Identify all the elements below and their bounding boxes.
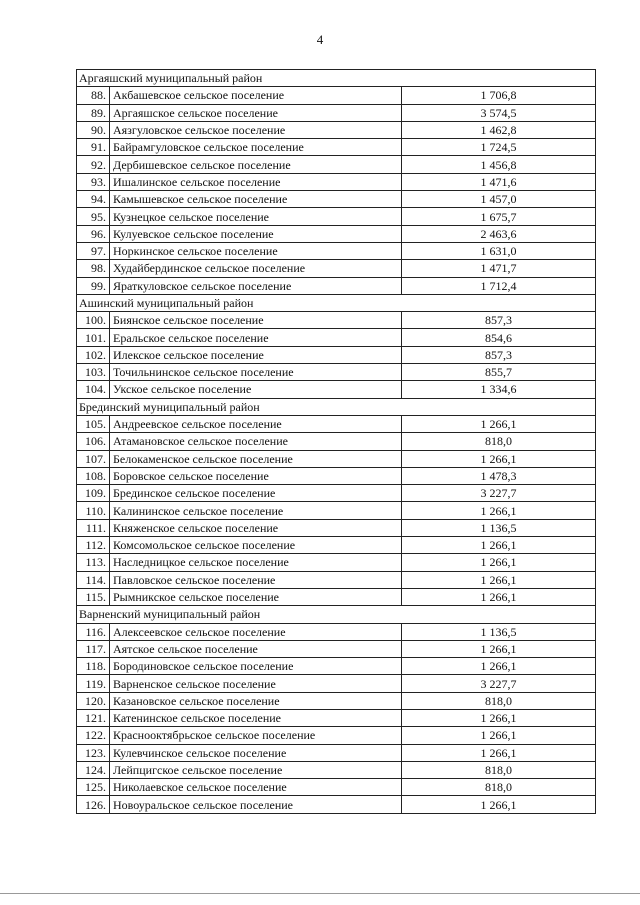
settlement-name: Биянское сельское поселение — [110, 312, 402, 329]
settlement-name: Точильнинское сельское поселение — [110, 364, 402, 381]
settlement-name: Андреевское сельское поселение — [110, 415, 402, 432]
table-row — [77, 537, 596, 554]
table-row — [77, 779, 596, 796]
row-number: 102. — [77, 346, 110, 363]
row-number: 119. — [77, 675, 110, 692]
settlement-name: Новоуральское сельское поселение — [110, 796, 402, 813]
settlement-name: Атамановское сельское поселение — [110, 433, 402, 450]
settlement-name: Варненское сельское поселение — [110, 675, 402, 692]
table-row — [77, 104, 596, 121]
settlement-value: 1 706,8 — [402, 87, 596, 104]
settlement-name: Боровское сельское поселение — [110, 467, 402, 484]
settlement-value: 1 266,1 — [402, 537, 596, 554]
table-row — [77, 346, 596, 363]
settlement-name: Княженское сельское поселение — [110, 519, 402, 536]
settlement-value: 3 574,5 — [402, 104, 596, 121]
row-number: 104. — [77, 381, 110, 398]
row-number: 98. — [77, 260, 110, 277]
table-row — [77, 450, 596, 467]
row-number: 93. — [77, 173, 110, 190]
table-row — [77, 225, 596, 242]
settlements-table — [76, 69, 596, 814]
row-number: 118. — [77, 658, 110, 675]
settlement-name: Еральское сельское поселение — [110, 329, 402, 346]
settlement-value: 1 266,1 — [402, 502, 596, 519]
settlement-name: Катенинское сельское поселение — [110, 709, 402, 726]
settlement-value: 1 266,1 — [402, 640, 596, 657]
row-number: 106. — [77, 433, 110, 450]
table-body — [77, 70, 596, 814]
settlement-name: Укское сельское поселение — [110, 381, 402, 398]
district-name: Ашинский муниципальный район — [77, 294, 596, 311]
settlement-value: 818,0 — [402, 433, 596, 450]
row-number: 90. — [77, 121, 110, 138]
table-row — [77, 675, 596, 692]
settlement-name: Калининское сельское поселение — [110, 502, 402, 519]
table-row — [77, 796, 596, 813]
table-row — [77, 277, 596, 294]
settlement-value: 1 266,1 — [402, 450, 596, 467]
table-row — [77, 709, 596, 726]
settlement-value: 854,6 — [402, 329, 596, 346]
table-row — [77, 191, 596, 208]
row-number: 117. — [77, 640, 110, 657]
settlement-value: 1 266,1 — [402, 571, 596, 588]
row-number: 101. — [77, 329, 110, 346]
settlement-value: 1 456,8 — [402, 156, 596, 173]
settlement-name: Камышевское сельское поселение — [110, 191, 402, 208]
settlement-value: 1 462,8 — [402, 121, 596, 138]
table-row — [77, 467, 596, 484]
row-number: 120. — [77, 692, 110, 709]
table-row — [77, 381, 596, 398]
row-number: 95. — [77, 208, 110, 225]
settlement-value: 1 471,7 — [402, 260, 596, 277]
row-number: 123. — [77, 744, 110, 761]
table-row — [77, 329, 596, 346]
settlement-value: 857,3 — [402, 346, 596, 363]
row-number: 112. — [77, 537, 110, 554]
row-number: 114. — [77, 571, 110, 588]
settlement-value: 855,7 — [402, 364, 596, 381]
settlement-name: Белокаменское сельское поселение — [110, 450, 402, 467]
row-number: 94. — [77, 191, 110, 208]
settlement-name: Николаевское сельское поселение — [110, 779, 402, 796]
row-number: 97. — [77, 242, 110, 259]
table-row — [77, 744, 596, 761]
settlement-name: Дербишевское сельское поселение — [110, 156, 402, 173]
settlement-value: 1 266,1 — [402, 796, 596, 813]
settlement-value: 1 334,6 — [402, 381, 596, 398]
settlement-value: 3 227,7 — [402, 485, 596, 502]
settlement-name: Акбашевское сельское поселение — [110, 87, 402, 104]
row-number: 103. — [77, 364, 110, 381]
settlement-value: 1 675,7 — [402, 208, 596, 225]
settlement-value: 818,0 — [402, 779, 596, 796]
settlement-name: Павловское сельское поселение — [110, 571, 402, 588]
row-number: 107. — [77, 450, 110, 467]
table-row — [77, 485, 596, 502]
row-number: 92. — [77, 156, 110, 173]
table-row — [77, 173, 596, 190]
district-name: Аргаяшский муниципальный район — [77, 70, 596, 87]
district-header-row — [77, 70, 596, 87]
settlement-name: Рымникское сельское поселение — [110, 588, 402, 605]
row-number: 115. — [77, 588, 110, 605]
settlement-value: 1 266,1 — [402, 554, 596, 571]
settlement-name: Байрамгуловское сельское поселение — [110, 139, 402, 156]
district-name: Варненский муниципальный район — [77, 606, 596, 623]
row-number: 111. — [77, 519, 110, 536]
settlement-name: Аязгуловское сельское поселение — [110, 121, 402, 138]
settlement-value: 1 266,1 — [402, 727, 596, 744]
table-row — [77, 692, 596, 709]
table-row — [77, 433, 596, 450]
table-row — [77, 208, 596, 225]
row-number: 109. — [77, 485, 110, 502]
district-header-row — [77, 398, 596, 415]
page-number: 4 — [316, 32, 324, 47]
settlement-value: 1 471,6 — [402, 173, 596, 190]
settlement-value: 1 136,5 — [402, 623, 596, 640]
row-number: 88. — [77, 87, 110, 104]
settlement-name: Ишалинское сельское поселение — [110, 173, 402, 190]
table-row — [77, 139, 596, 156]
table-row — [77, 519, 596, 536]
row-number: 125. — [77, 779, 110, 796]
table-row — [77, 727, 596, 744]
row-number: 113. — [77, 554, 110, 571]
settlement-value: 818,0 — [402, 692, 596, 709]
settlement-name: Норкинское сельское поселение — [110, 242, 402, 259]
district-name: Брединский муниципальный район — [77, 398, 596, 415]
settlement-value: 1 266,1 — [402, 709, 596, 726]
settlement-value: 1 478,3 — [402, 467, 596, 484]
table-row — [77, 121, 596, 138]
row-number: 121. — [77, 709, 110, 726]
settlement-name: Яраткуловское сельское поселение — [110, 277, 402, 294]
settlement-name: Наследницкое сельское поселение — [110, 554, 402, 571]
settlement-value: 857,3 — [402, 312, 596, 329]
settlement-value: 1 266,1 — [402, 588, 596, 605]
settlement-name: Бородиновское сельское поселение — [110, 658, 402, 675]
page-bottom-edge — [0, 893, 640, 894]
row-number: 91. — [77, 139, 110, 156]
table-row — [77, 588, 596, 605]
settlement-value: 3 227,7 — [402, 675, 596, 692]
settlement-name: Кулуевское сельское поселение — [110, 225, 402, 242]
settlement-name: Комсомольское сельское поселение — [110, 537, 402, 554]
settlement-name: Аятское сельское поселение — [110, 640, 402, 657]
settlement-name: Кузнецкое сельское поселение — [110, 208, 402, 225]
table-row — [77, 640, 596, 657]
table-row — [77, 623, 596, 640]
table-row — [77, 260, 596, 277]
settlement-name: Лейпцигское сельское поселение — [110, 761, 402, 778]
settlement-name: Аргаяшское сельское поселение — [110, 104, 402, 121]
settlement-value: 1 266,1 — [402, 415, 596, 432]
row-number: 100. — [77, 312, 110, 329]
table-row — [77, 571, 596, 588]
table-row — [77, 156, 596, 173]
row-number: 110. — [77, 502, 110, 519]
settlement-name: Алексеевское сельское поселение — [110, 623, 402, 640]
settlement-value: 1 724,5 — [402, 139, 596, 156]
table-row — [77, 761, 596, 778]
row-number: 108. — [77, 467, 110, 484]
settlement-name: Худайбердинское сельское поселение — [110, 260, 402, 277]
settlement-name: Кулевчинское сельское поселение — [110, 744, 402, 761]
row-number: 99. — [77, 277, 110, 294]
settlement-value: 2 463,6 — [402, 225, 596, 242]
district-header-row — [77, 294, 596, 311]
table-row — [77, 415, 596, 432]
row-number: 116. — [77, 623, 110, 640]
table-row — [77, 312, 596, 329]
table-row — [77, 658, 596, 675]
settlement-name: Брединское сельское поселение — [110, 485, 402, 502]
settlement-value: 1 712,4 — [402, 277, 596, 294]
row-number: 122. — [77, 727, 110, 744]
settlement-value: 1 266,1 — [402, 658, 596, 675]
row-number: 105. — [77, 415, 110, 432]
table-row — [77, 87, 596, 104]
table-row — [77, 364, 596, 381]
settlement-name: Краснооктябрьское сельское поселение — [110, 727, 402, 744]
settlement-value: 818,0 — [402, 761, 596, 778]
row-number: 96. — [77, 225, 110, 242]
row-number: 124. — [77, 761, 110, 778]
settlement-value: 1 631,0 — [402, 242, 596, 259]
table-row — [77, 502, 596, 519]
settlement-name: Казановское сельское поселение — [110, 692, 402, 709]
settlement-value: 1 266,1 — [402, 744, 596, 761]
settlement-value: 1 457,0 — [402, 191, 596, 208]
table-row — [77, 554, 596, 571]
table-row — [77, 242, 596, 259]
row-number: 126. — [77, 796, 110, 813]
settlement-value: 1 136,5 — [402, 519, 596, 536]
settlement-name: Илекское сельское поселение — [110, 346, 402, 363]
row-number: 89. — [77, 104, 110, 121]
district-header-row — [77, 606, 596, 623]
